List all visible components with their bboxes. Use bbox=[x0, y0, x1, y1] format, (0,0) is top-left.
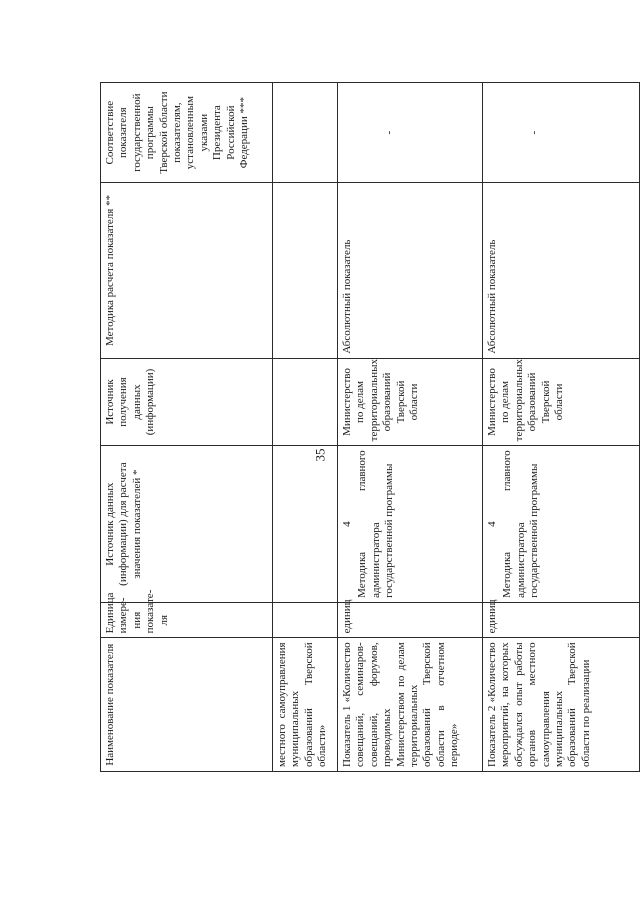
method-cell bbox=[273, 183, 338, 358]
header-decree-match: Соответствие показателя государственной программы Тверской области показателям, установленным указами Президента Российской Федерации *** bbox=[101, 83, 273, 183]
info-source-cell bbox=[483, 358, 640, 446]
header-unit: Единица измере-ния показате-ля bbox=[101, 602, 273, 637]
decree-match-value: - bbox=[383, 130, 395, 135]
decree-match-cell bbox=[273, 83, 338, 183]
data-source-number: 4 bbox=[486, 521, 498, 527]
header-calculation-method: Методика расчета показателя ** bbox=[101, 183, 273, 358]
indicator-name-cell: местного самоуправления муниципальных образований Тверской области» bbox=[273, 638, 338, 772]
unit-cell bbox=[273, 602, 338, 637]
decree-match-cell bbox=[338, 83, 483, 183]
info-source-cell bbox=[273, 358, 338, 446]
unit-cell: единиц bbox=[483, 602, 640, 637]
header-data-source: Источник данных (информации) для расчета значения показателей * bbox=[101, 446, 273, 603]
table-row bbox=[483, 83, 640, 772]
data-source-number: 4 bbox=[341, 521, 353, 527]
table-header-row bbox=[101, 83, 273, 772]
indicator-name-cell: Показатель 2 «Количество мероприятий, на которых обсуждался опыт работы органов местного самоуправления муниципальных образований Тверской области по реализации bbox=[483, 638, 640, 772]
table-row bbox=[338, 83, 483, 772]
data-source-cell bbox=[273, 446, 338, 603]
table-row bbox=[273, 83, 338, 772]
data-source-cell bbox=[483, 446, 640, 603]
data-source-text: Методика главного администратора государственной программы bbox=[501, 450, 541, 598]
method-cell: Абсолютный показатель bbox=[338, 183, 483, 358]
indicator-table bbox=[100, 82, 640, 772]
unit-cell: единиц bbox=[338, 602, 483, 637]
rotated-table-container bbox=[100, 82, 640, 772]
data-source-cell bbox=[338, 446, 483, 603]
decree-match-cell bbox=[483, 83, 640, 183]
header-indicator-name: Наименование показателя bbox=[101, 638, 273, 772]
data-source-text: Методика главного администратора государственной программы bbox=[356, 450, 396, 598]
info-source-text: Министерство по делам территориальных образований Тверской области bbox=[341, 358, 421, 442]
indicator-name-cell: Показатель 1 «Количество совещаний, семинаров-совещаний, форумов, проводимых Министерством по делам территориальных образований Тверской области в отчетном периоде» bbox=[338, 638, 483, 772]
header-info-source: Источник получения данных (информации) bbox=[101, 358, 273, 446]
info-source-text: Министерство по делам территориальных образований Тверской области bbox=[486, 358, 566, 442]
info-source-cell bbox=[338, 358, 483, 446]
decree-match-value: - bbox=[528, 130, 540, 135]
method-cell: Абсолютный показатель bbox=[483, 183, 640, 358]
page-number: 35 bbox=[312, 448, 328, 462]
